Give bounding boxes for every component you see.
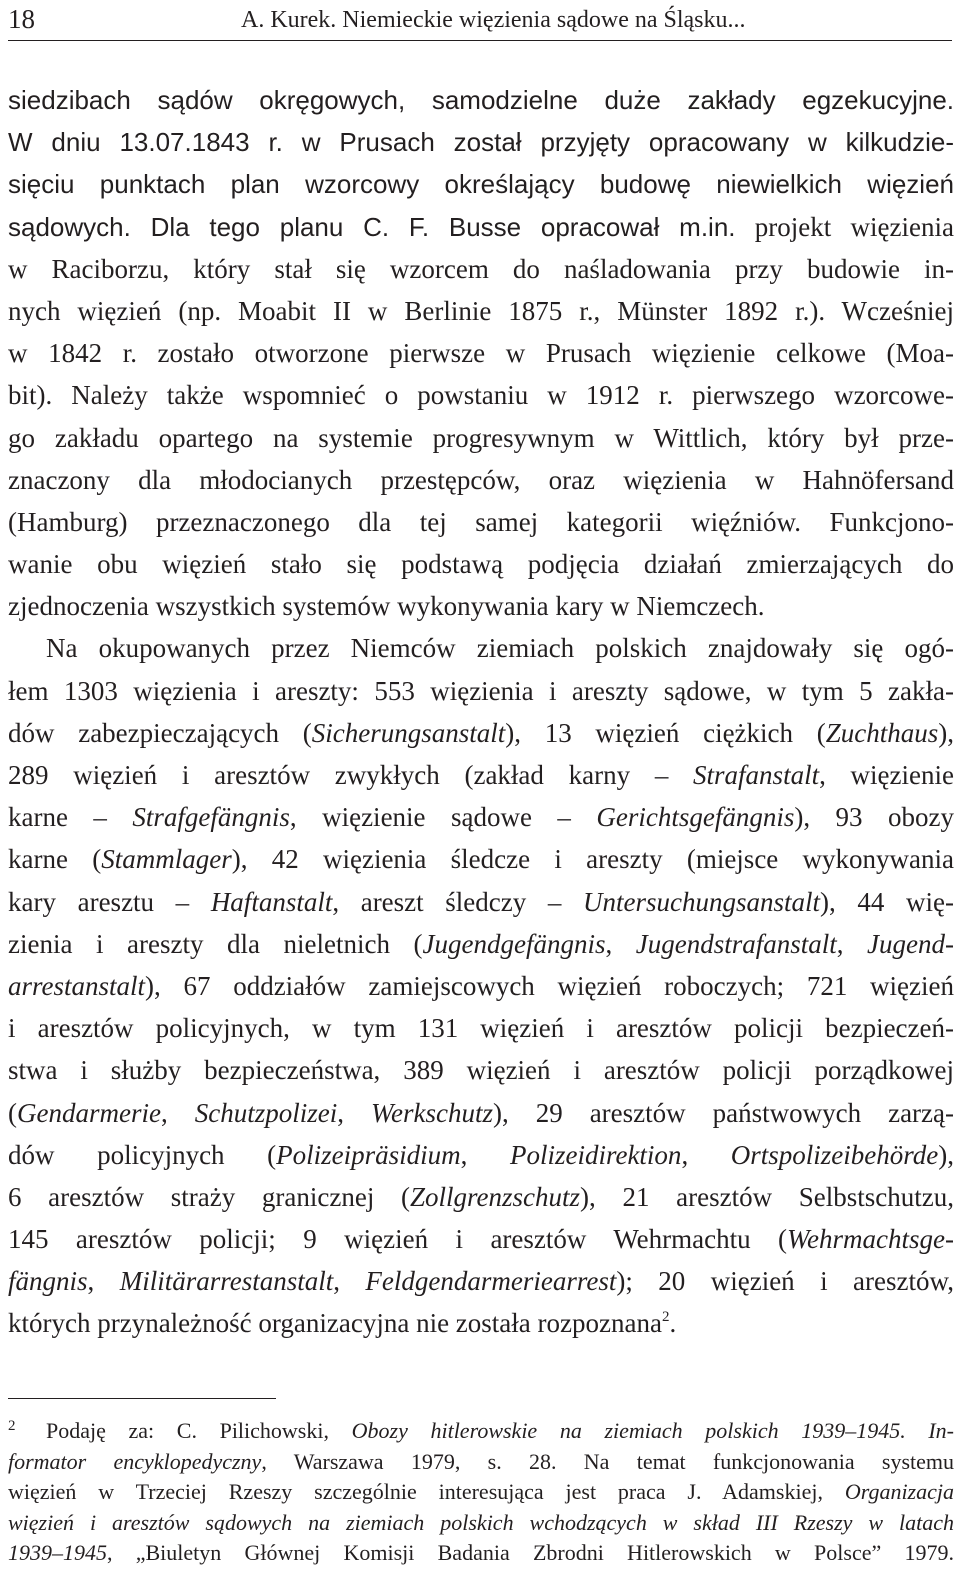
- footnote-line: 2 Podaję za: C. Pilichowski, Obozy hitlerowskie na ziemiach polskich 1939–1945. In-: [8, 1418, 955, 1443]
- running-header: [8, 0, 952, 41]
- text-line: łem 1303 więzienia i areszty: 553 więzienia i areszty sądowe, w tym 5 zakła-: [8, 675, 954, 706]
- text-line: (Hamburg) przeznaczonego dla tej samej kategorii więźniów. Funkcjono-: [8, 506, 954, 537]
- text-line: zjednoczenia wszystkich systemów wykonywania kary w Niemczech.: [8, 591, 765, 622]
- main-text: [8, 79, 954, 1345]
- text-line: go zakładu opartego na systemie progresywnym w Wittlich, który był prze-: [8, 422, 954, 453]
- text-line: zienia i areszty dla nieletnich (Jugendgefängnis, Jugendstrafanstalt, Jugend-: [8, 928, 954, 959]
- text-line: stwa i służby bezpieczeństwa, 389 więzień i aresztów policji porządkowej: [8, 1055, 954, 1086]
- text-line: fängnis, Militärarrestanstalt, Feldgendarmeriearrest); 20 więzień i aresztów,: [8, 1266, 954, 1297]
- footnote-separator: [8, 1398, 276, 1399]
- text-line: bit). Należy także wspomnieć o powstaniu w 1912 r. pierwszego wzorcowe-: [8, 380, 954, 411]
- text-line: sądowych. Dla tego planu C. F. Busse opracował m.in. projekt więzienia: [8, 211, 955, 242]
- text-line: dów policyjnych (Polizeipräsidium, Polizeidirektion, Ortspolizeibehörde),: [8, 1139, 954, 1170]
- text-line: i aresztów policyjnych, w tym 131 więzień i aresztów policji bezpieczeń-: [8, 1013, 954, 1044]
- footnote-reference: 2: [661, 1309, 670, 1326]
- text-line: w Raciborzu, który stał się wzorcem do naśladowania przy budowie in-: [8, 253, 954, 284]
- page-number: 18: [8, 4, 35, 34]
- text-line: arrestanstalt), 67 oddziałów zamiejscowych więzień roboczych; 721 więzień: [8, 970, 954, 1001]
- text-line: których przynależność organizacyjna nie została rozpoznana$^2$.: [8, 1308, 677, 1339]
- text-line: 289 więzień i aresztów zwykłych (zakład karny – Strafanstalt, więzienie: [8, 760, 954, 790]
- footnote-line: więzień i aresztów sądowych na ziemiach polskich wchodzących w skład III Rzeszy w latach: [8, 1509, 954, 1535]
- text-line: sięciu punktach plan wzorcowy określający budowę niewielkich więzień: [8, 169, 954, 200]
- text-line: 6 aresztów straży granicznej (Zollgrenzschutz), 21 aresztów Selbstschutzu,: [8, 1181, 954, 1212]
- text-line: (Gendarmerie, Schutzpolizei, Werkschutz), 29 aresztów państwowych zarzą-: [8, 1097, 955, 1128]
- text-line: karne – Strafgefängnis, więzienie sądowe – Gerichtsgefängnis), 93 obozy: [8, 802, 954, 833]
- text-line: karne (Stammlager), 42 więzienia śledcze i areszty (miejsce wykonywania: [8, 844, 955, 875]
- text-line: siedzibach sądów okręgowych, samodzielne duże zakłady egzekucyjne.: [8, 85, 954, 115]
- text-line: znaczony dla młodocianych przestępców, oraz więzienia w Hahnöfersand: [8, 464, 954, 495]
- footnote-line: więzień w Trzeciej Rzeszy szczególnie interesująca jest praca J. Adamskiej, Organizacja: [8, 1479, 954, 1504]
- text-line: dów zabezpieczających (Sicherungsanstalt), 13 więzień ciężkich (Zuchthaus),: [8, 717, 954, 748]
- text-line: w 1842 r. zostało otworzone pierwsze w Prusach więzienie celkowe (Moa-: [8, 338, 954, 369]
- text-line: Na okupowanych przez Niemców ziemiach polskich znajdowały się ogó-: [46, 633, 954, 664]
- text-line: wanie obu więzień stało się podstawą podjęcia działań zmierzających do: [8, 549, 954, 580]
- footnote: [8, 1416, 954, 1569]
- running-title: A. Kurek. Niemieckie więzienia sądowe na Śląsku...: [241, 7, 746, 33]
- text-line: W dniu 13.07.1843 r. w Prusach został przyjęty opracowany w kilkudzie-: [8, 127, 954, 158]
- footnote-line: 1939–1945, „Biuletyn Głównej Komisji Badania Zbrodni Hitlerowskich w Polsce” 1979.: [8, 1540, 954, 1565]
- text-line: 145 aresztów policji; 9 więzień i aresztów Wehrmachtu (Wehrmachtsge-: [8, 1224, 954, 1255]
- text-line: kary aresztu – Haftanstalt, areszt śledczy – Untersuchungsanstalt), 44 wię-: [8, 886, 954, 917]
- text-line: nych więzień (np. Moabit II w Berlinie 1875 r., Münster 1892 r.). Wcześniej: [8, 295, 954, 326]
- footnote-line: formator encyklopedyczny, Warszawa 1979, s. 28. Na temat funkcjonowania systemu: [8, 1448, 954, 1474]
